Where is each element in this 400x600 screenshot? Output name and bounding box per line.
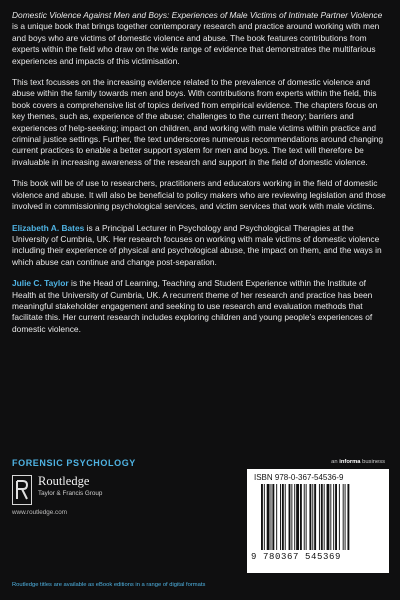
barcode-bar bbox=[343, 484, 344, 550]
informa-business-label: an informa business bbox=[331, 459, 385, 465]
publisher-block bbox=[12, 473, 252, 519]
barcode-bar bbox=[261, 484, 263, 550]
barcode-bar bbox=[300, 484, 302, 550]
barcode-bar bbox=[264, 484, 265, 550]
barcode-bar bbox=[324, 484, 325, 550]
routledge-r-logo-icon bbox=[12, 475, 32, 505]
barcode-bar bbox=[327, 484, 330, 550]
publisher-url: www.routledge.com bbox=[12, 509, 67, 516]
barcode-bar bbox=[347, 484, 349, 550]
barcode-bar bbox=[333, 484, 334, 550]
barcode-bar bbox=[282, 484, 284, 550]
barcode-bar bbox=[280, 484, 281, 550]
author-bio-bates bbox=[12, 223, 388, 269]
barcode-bars bbox=[261, 484, 377, 552]
book-title: Domestic Violence Against Men and Boys: Experiences of Male Victims of Intimate Partner Violence bbox=[12, 10, 383, 20]
barcode-digits: 9 780367 545369 bbox=[251, 552, 342, 562]
barcode-bar bbox=[309, 484, 311, 550]
blurb-paragraph-2: This text focusses on the increasing evidence related to the prevalence of domestic violence and abuse within the family towards men and boys. With contributions from experts within the field, this book covers a comprehensive list of topics derived from empirical evidence. The chapters focus on key themes, such as, experience of the abuse; challenges to the current theory; barriers and experiences of help-seeking; impact on children, and working with male victims within practice and criminal justice settings. Further, the text underscores numerous recommendations around changing current practices to enable a better support system for men and boys. The text will therefore be invaluable in increasing awareness of the research and support in the field of domestic violence. bbox=[12, 77, 384, 167]
barcode-bar bbox=[271, 484, 272, 550]
blurb-intro bbox=[12, 10, 388, 67]
back-cover-text bbox=[12, 10, 388, 345]
isbn-text: ISBN 978-0-367-54536-9 bbox=[254, 473, 344, 482]
publisher-group: Taylor & Francis Group bbox=[38, 490, 103, 497]
barcode-bar bbox=[291, 484, 292, 550]
author-bio-text: is the Head of Learning, Teaching and Student Experience within the Institute of Health at the University of Cumbria, UK. A recurrent theme of her research and practice has been meaningful stakeholder engagement and seeking to use research and evaluation methods that facilitate this. Her current research includes exploring children and young people’s experiences of domestic violence. bbox=[12, 278, 373, 334]
blurb-intro-rest: is a unique book that brings together contemporary research and practice around working with men and boys who are victims of domestic violence and abuse. The book features contributions from experts within the field who draw on the wide range of evidence that demonstrates the multifarious experiences and impacts of this victimisation. bbox=[12, 21, 380, 66]
barcode-bar bbox=[296, 484, 299, 550]
informa-brand: informa bbox=[339, 459, 361, 465]
barcode-box bbox=[247, 469, 389, 573]
barcode-bar bbox=[272, 484, 274, 550]
barcode-bar bbox=[306, 484, 307, 550]
ebook-note: Routledge titles are available as eBook editions in a range of digital formats bbox=[12, 582, 206, 588]
barcode-bar bbox=[321, 484, 323, 550]
barcode-bar bbox=[267, 484, 270, 550]
barcode-bar bbox=[335, 484, 337, 550]
barcode-bar bbox=[294, 484, 295, 550]
barcode-bar bbox=[319, 484, 320, 550]
publisher-name: Routledge bbox=[38, 474, 90, 488]
barcode-bar bbox=[330, 484, 331, 550]
barcode-bar bbox=[304, 484, 305, 550]
barcode-bar bbox=[285, 484, 286, 550]
author-name: Julie C. Taylor bbox=[12, 278, 69, 289]
barcode-bar bbox=[314, 484, 316, 550]
barcode-bar bbox=[339, 484, 340, 550]
barcode-bar bbox=[345, 484, 346, 550]
author-bio-text: is a Principal Lecturer in Psychology and Psychological Therapies at the University of Cumbria, UK. Her research focuses on working with male victims of domestic violence including their experience of physical and psychological abuse, the impact on them, and the ways in which abuse can continue and change post-separation. bbox=[12, 222, 382, 267]
barcode-bar bbox=[289, 484, 291, 550]
author-name: Elizabeth A. Bates bbox=[12, 222, 85, 233]
barcode-bar bbox=[276, 484, 277, 550]
blurb-paragraph-3: This book will be of use to researchers, practitioners and educators working in the field of domestic violence and abuse. It will also be beneficial to policy makers who are reviewing legislation and those involved in commissioning psychological services, and victim services that work with male victims. bbox=[12, 178, 386, 212]
barcode-area bbox=[247, 459, 389, 573]
barcode-bar bbox=[312, 484, 313, 550]
author-bio-taylor bbox=[12, 278, 388, 335]
series-label: FORENSIC PSYCHOLOGY bbox=[12, 458, 136, 468]
